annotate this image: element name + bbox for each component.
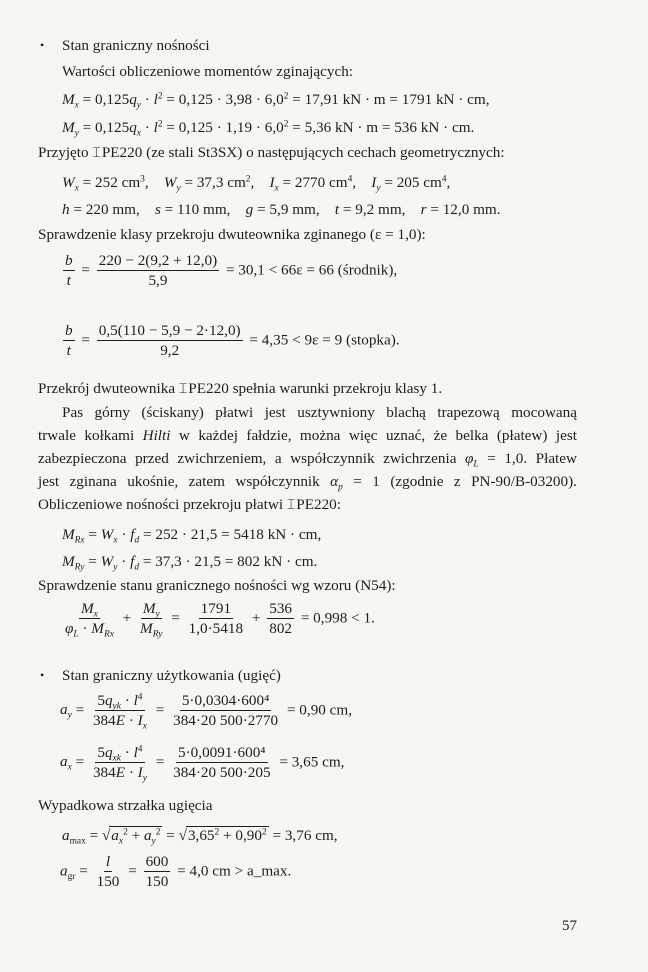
fraction-flange: $\frac{0,5(110 - 5,9 - 2\cdot 12,0)}{9,2}$ bbox=[98, 322, 241, 360]
fraction-ay-numeric: $\frac{\text{5·0,0304·600⁴}}{384\cdot 20 500\cdot 2770}$ bbox=[173, 692, 279, 730]
equation-My-rhs: = $0,125q_x \cdot l^2 = 0,125 \cdot 1,19 \cdot 6,0^2 = 5,36$ kN · m = 536 kN · cm. bbox=[82, 119, 475, 139]
equation-n54: $\frac{M_x}{\varphi_L \cdot M_{Rx}}$ + $\frac{M_y}{M_{Ry}}$ = $\frac{1791}{1,0\cdot 5418}$ + $\frac{536}{802}$ = 0,998 < 1. bbox=[65, 600, 375, 640]
fraction-b-over-t-2: $\frac{b}{t}$ bbox=[65, 322, 73, 360]
fraction-My-over-MRy: $\frac{M_y}{M_{Ry}}$ bbox=[140, 600, 163, 640]
fraction-ax-numeric: $\frac{\text{5·0,0091·600⁴}}{384\cdot 20 500\cdot 205}$ bbox=[173, 744, 271, 782]
geometric-properties-row2: h = 220 mm, s = 110 mm, g = 5,9 mm, t = 9,2 mm, r = 12,0 mm. bbox=[62, 201, 501, 218]
fraction-agr-numeric: $\frac{600}{150}$ bbox=[145, 853, 169, 891]
fraction-Mx-over-MRx: $\frac{M_x}{\varphi_L \cdot M_{Rx}}$ bbox=[65, 600, 114, 640]
equation-Mx-rhs: = $0,125q_y \cdot l^2 = 0,125 \cdot 3,98 \cdot 6,0^2 = 17,91$ kN · m = 1791 kN · cm, bbox=[82, 91, 490, 111]
equation-ax: $a_x$ = $\frac{5q_{xk} \cdot l^4}{384E \cdot I_y}$ = $\frac{\text{5·0,0091·600⁴}}{384\cdot 20 500\cdot 205}$ = 3,65 cm, bbox=[60, 744, 345, 784]
equation-flange-slenderness: $\frac{b}{t}$ = $\frac{0,5(110 - 5,9 - 2\cdot 12,0)}{9,2}$ = 4,35 < 9ε = 9 (stopka). bbox=[65, 322, 400, 360]
fraction-numeric-2: $\frac{536}{802}$ bbox=[269, 600, 293, 638]
equation-amax: $a_{max} = √a_x^2 + a_y^2 = √3,65^2 + 0,90^2 = 3,76$ cm, bbox=[62, 827, 338, 847]
equation-agr: $a_{gr}$ = $\frac{l}{150}$ = $\frac{600}{150}$ = 4,0 cm > a_max. bbox=[60, 853, 292, 891]
equation-My: $M_y = 0,125q_x \cdot l^2 = 0,125 \cdot 1,19 \cdot 6,0^2 = 5,36$ kN · m = 536 kN · cm. bbox=[62, 119, 475, 139]
equation-Mx: $M_x = 0,125q_y \cdot l^2 = 0,125 \cdot 3,98 \cdot 6,0^2 = 17,91$ kN · m = 1791 kN · cm, bbox=[62, 91, 490, 111]
intro-bending-moments: Wartości obliczeniowe momentów zginających: bbox=[62, 63, 354, 80]
adopted-section: Przyjęto ⌶PE220 (ze stali St3SX) o następujących cechach geometrycznych: bbox=[38, 144, 505, 161]
class-check-heading: Sprawdzenie klasy przekroju dwuteownika zginanego (ε = 1,0): bbox=[38, 226, 426, 243]
fraction-numeric-1: $\frac{1791}{1,0\cdot 5418}$ bbox=[188, 600, 244, 638]
fraction-b-over-t: $\frac{b}{t}$ bbox=[65, 252, 73, 290]
resultant-deflection-heading: Wypadkowa strzałka ugięcia bbox=[38, 797, 213, 814]
geometric-properties-row1: $W_x = 252$ $cm^3$, $W_y = 37,3$ $cm^2$, $I_x = 2770$ $cm^4$, $I_y = 205$ $cm^4$, bbox=[62, 174, 451, 194]
equation-MRy: $M_{Ry} = W_y \cdot f_d = 37,3 \cdot 21,5 = 802$ kN · cm. bbox=[62, 553, 318, 573]
bullet-2: • bbox=[40, 668, 45, 682]
section-title-serviceability: Stan graniczny użytkowania (ugięć) bbox=[62, 667, 281, 684]
paragraph-line-5: Obliczeniowe nośności przekroju płatwi ⌶PE220: bbox=[38, 496, 341, 513]
equation-MRx: $M_{Rx} = W_x \cdot f_d = 252 \cdot 21,5 = 5418$ kN · cm, bbox=[62, 526, 322, 546]
bullet-1: • bbox=[40, 38, 45, 52]
fraction-ay-symbolic: $\frac{5q_{yk} \cdot l^4}{384E \cdot I_x}$ bbox=[92, 692, 147, 732]
i-beam-icon: ⌶ bbox=[92, 145, 101, 161]
fraction-ax-symbolic: $\frac{5q_{xk} \cdot l^4}{384E \cdot I_y}$ bbox=[92, 744, 147, 784]
equation-web-slenderness: $\frac{b}{t}$ = $\frac{220 - 2(9,2 + 12,0)}{5,9}$ = 30,1 < 66ε = 66 (środnik), bbox=[65, 252, 398, 290]
paragraph-line-4: jest zginana ukośnie, zatem współczynnik $\alpha_p = 1$ (zgodnie z PN-90/B-03200). bbox=[38, 473, 577, 493]
paragraph-line-1: Pas górny (ściskany) płatwi jest usztywniony blachą trapezową mocowaną bbox=[62, 404, 577, 421]
page-number: 57 bbox=[562, 918, 577, 934]
paragraph-line-2: trwale kołkami Hilti w każdej fałdzie, można więc uznać, że belka (płatew) jest bbox=[38, 427, 577, 444]
i-beam-icon: ⌶ bbox=[178, 381, 188, 397]
fraction-agr-symbolic: $\frac{l}{150}$ bbox=[96, 853, 120, 891]
section-title-load-capacity: Stan graniczny nośności bbox=[62, 37, 210, 54]
fraction-web: $\frac{220 - 2(9,2 + 12,0)}{5,9}$ bbox=[98, 252, 218, 290]
equation-ay: $a_y$ = $\frac{5q_{yk} \cdot l^4}{384E \cdot I_x}$ = $\frac{\text{5·0,0304·600⁴}}{384\cdot 20 500\cdot 2770}$ = 0,90 cm, bbox=[60, 692, 353, 732]
check-n54-heading: Sprawdzenie stanu granicznego nośności wg wzoru (N54): bbox=[38, 577, 396, 594]
class-conclusion: Przekrój dwuteownika ⌶PE220 spełnia warunki przekroju klasy 1. bbox=[38, 380, 443, 397]
i-beam-icon: ⌶ bbox=[286, 497, 296, 513]
paragraph-line-3: zabezpieczona przed zwichrzeniem, a współczynnik zwichrzenia $\varphi_L = 1,0$. Płatew bbox=[38, 450, 577, 470]
